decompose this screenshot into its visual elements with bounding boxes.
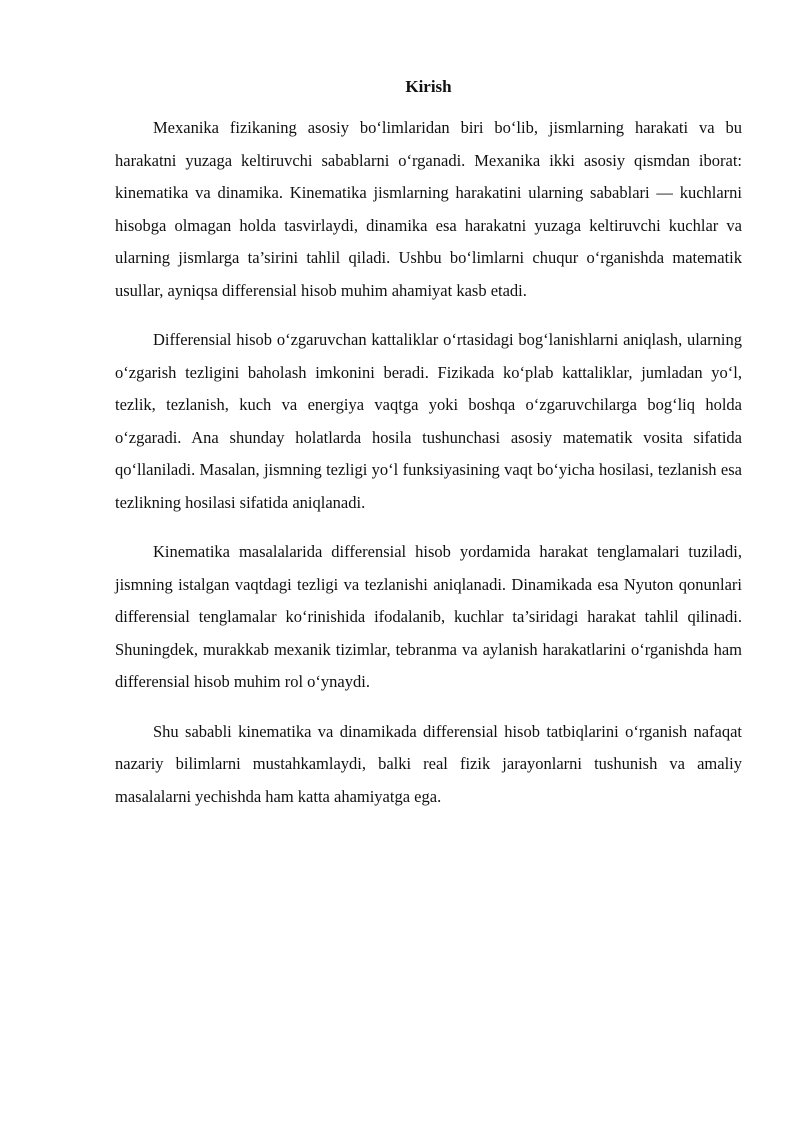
paragraph-4: Shu sababli kinematika va dinamikada differensial hisob tatbiqlarini o‘rganish nafaqat nazariy bilimlarni mustahkamlaydi, balki real fizik jarayonlarni tushunish va amaliy masalalarni yechishda ham katta ahamiyatga ega. xyxy=(115,721,742,806)
page-title: Kirish xyxy=(405,77,452,96)
paragraph-2: Differensial hisob o‘zgaruvchan kattaliklar o‘rtasidagi bog‘lanishlarni aniqlash, ularning o‘zgarish tezligini baholash imkonini beradi. Fizikada ko‘plab kattaliklar, jumladan yo‘l, tezlik, tezlanish, kuch va energiya vaqtga yoki boshqa o‘zgaruvchilarga bog‘liq holda o‘zgaradi. Ana shunday holatlarda hosila tushunchasi asosiy matematik vosita sifatida qo‘llaniladi. Masalan, jismning tezligi yo‘l funksiyasining vaqt bo‘yicha hosilasi, tezlanish esa tezlikning hosilasi sifatida aniqlanadi. xyxy=(115,330,742,512)
paragraph-1: Mexanika fizikaning asosiy bo‘limlaridan biri bo‘lib, jismlarning harakati va bu harakatni yuzaga keltiruvchi sabablarni o‘rganadi. Mexanika ikki asosiy qismdan iborat: kinematika va dinamika. Kinematika jismlarning harakatini ularning sabablari — kuchlarni hisobga olmagan holda tasvirlaydi, dinamika esa harakatni yuzaga keltiruvchi kuchlar va ularning jismlarga ta’sirini tahlil qiladi. Ushbu bo‘limlarni chuqur o‘rganishda matematik usullar, ayniqsa differensial hisob muhim ahamiyat kasb etadi. xyxy=(115,118,742,300)
paragraph-3: Kinematika masalalarida differensial hisob yordamida harakat tenglamalari tuziladi, jismning istalgan vaqtdagi tezligi va tezlanishi aniqlanadi. Dinamikada esa Nyuton qonunlari differensial tenglamalar ko‘rinishida ifodalanib, kuchlar ta’siridagi harakat tahlil qilinadi. Shuningdek, murakkab mexanik tizimlar, tebranma va aylanish harakatlarini o‘rganishda ham differensial hisob muhim rol o‘ynaydi. xyxy=(115,542,742,691)
